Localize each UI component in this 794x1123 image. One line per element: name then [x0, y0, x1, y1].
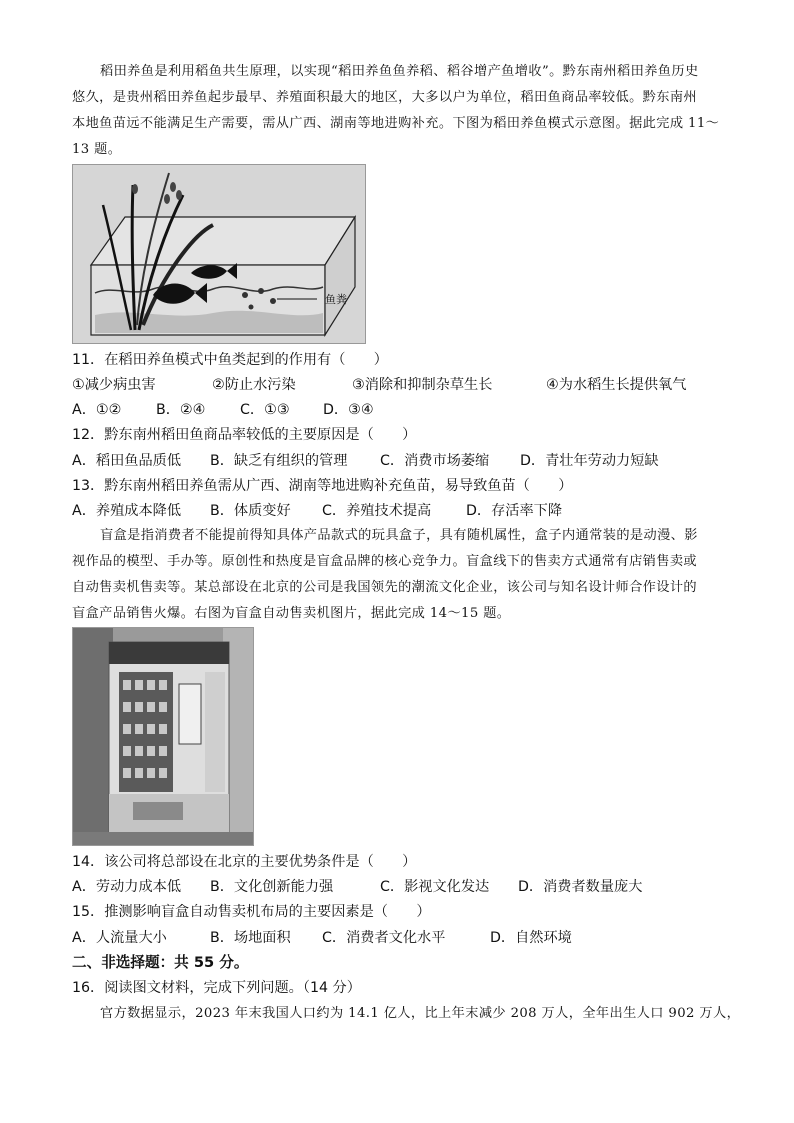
passage2-line2: 视作品的模型、手办等。原创性和热度是盲盒品牌的核心竞争力。盲盒线下的售卖方式通常有店销售卖或	[72, 554, 698, 569]
q15-option-a[interactable]: A．人流量大小	[72, 930, 167, 946]
q12-stem: 12．黔东南州稻田鱼商品率较低的主要原因是（ ）	[72, 427, 417, 443]
rice-fish-diagram	[72, 164, 366, 344]
rice-fish-diagram-svg	[73, 165, 365, 343]
q14-option-d[interactable]: D．消费者数量庞大	[518, 879, 643, 895]
q11-item-3: ③消除和抑制杂草生长	[352, 377, 493, 393]
q14-option-b[interactable]: B．文化创新能力强	[210, 879, 334, 895]
q15-option-c[interactable]: C．消费者文化水平	[322, 930, 446, 946]
q11-item-4: ④为水稻生长提供氧气	[546, 377, 687, 393]
passage2-line4: 盲盒产品销售火爆。右图为盲盒自动售卖机图片，据此完成 14～15 题。	[72, 606, 511, 621]
q13-option-b[interactable]: B．体质变好	[210, 503, 291, 519]
passage1-line3: 本地鱼苗远不能满足生产需要，需从广西、湖南等地进购补充。下图为稻田养鱼模式示意图。据此完成 11～	[72, 116, 720, 131]
q16-stem: 16．阅读图文材料，完成下列问题。（14 分）	[72, 980, 361, 996]
blind-box-vending-machine-photo	[72, 627, 254, 846]
q12-option-d[interactable]: D．青壮年劳动力短缺	[520, 453, 659, 469]
q11-option-c[interactable]: C．①③	[240, 402, 290, 418]
q11-option-a[interactable]: A．①②	[72, 402, 122, 418]
q14-stem: 14．该公司将总部设在北京的主要优势条件是（ ）	[72, 854, 417, 870]
passage2-line1: 盲盒是指消费者不能提前得知具体产品款式的玩具盒子，具有随机属性，盒子内通常装的是动漫、影	[100, 528, 698, 543]
q13-option-c[interactable]: C．养殖技术提高	[322, 503, 432, 519]
q11-item-1: ①减少病虫害	[72, 377, 156, 393]
q14-option-c[interactable]: C．影视文化发达	[380, 879, 490, 895]
q11-option-b[interactable]: B．②④	[156, 402, 206, 418]
q16-line1: 官方数据显示，2023 年末我国人口约为 14.1 亿人，比上年末减少 208 万人，全年出生人口 902 万人，	[100, 1006, 741, 1021]
q11-item-2: ②防止水污染	[212, 377, 296, 393]
q12-option-b[interactable]: B．缺乏有组织的管理	[210, 453, 348, 469]
passage1-line2: 悠久，是贵州稻田养鱼起步最早、养殖面积最大的地区，大多以户为单位，稻田鱼商品率较低。黔东南州	[72, 90, 698, 105]
q15-option-d[interactable]: D．自然环境	[490, 930, 572, 946]
passage1-line4: 13 题。	[72, 142, 122, 157]
q11-stem: 11．在稻田养鱼模式中鱼类起到的作用有（ ）	[72, 352, 388, 368]
q12-option-a[interactable]: A．稻田鱼品质低	[72, 453, 182, 469]
q13-option-d[interactable]: D．存活率下降	[466, 503, 563, 519]
q14-option-a[interactable]: A．劳动力成本低	[72, 879, 182, 895]
q15-stem: 15．推测影响盲盒自动售卖机布局的主要因素是（ ）	[72, 904, 431, 920]
section2-title: 二、非选择题：共 55 分。	[72, 954, 249, 971]
fish-droppings-label: 鱼粪	[325, 293, 347, 306]
passage2-line3: 自动售卖机售卖等。某总部设在北京的公司是我国领先的潮流文化企业，该公司与知名设计师合作设计的	[72, 580, 698, 595]
passage1-line1: 稻田养鱼是利用稻鱼共生原理，以实现“稻田养鱼鱼养稻、稻谷增产鱼增收”。黔东南州稻田养鱼历史	[100, 64, 699, 79]
vending-machine-svg	[73, 628, 253, 845]
q13-option-a[interactable]: A．养殖成本降低	[72, 503, 182, 519]
q11-option-d[interactable]: D．③④	[323, 402, 374, 418]
q15-option-b[interactable]: B．场地面积	[210, 930, 291, 946]
q12-option-c[interactable]: C．消费市场萎缩	[380, 453, 490, 469]
q13-stem: 13．黔东南州稻田养鱼需从广西、湖南等地进购补充鱼苗，易导致鱼苗（ ）	[72, 478, 573, 494]
